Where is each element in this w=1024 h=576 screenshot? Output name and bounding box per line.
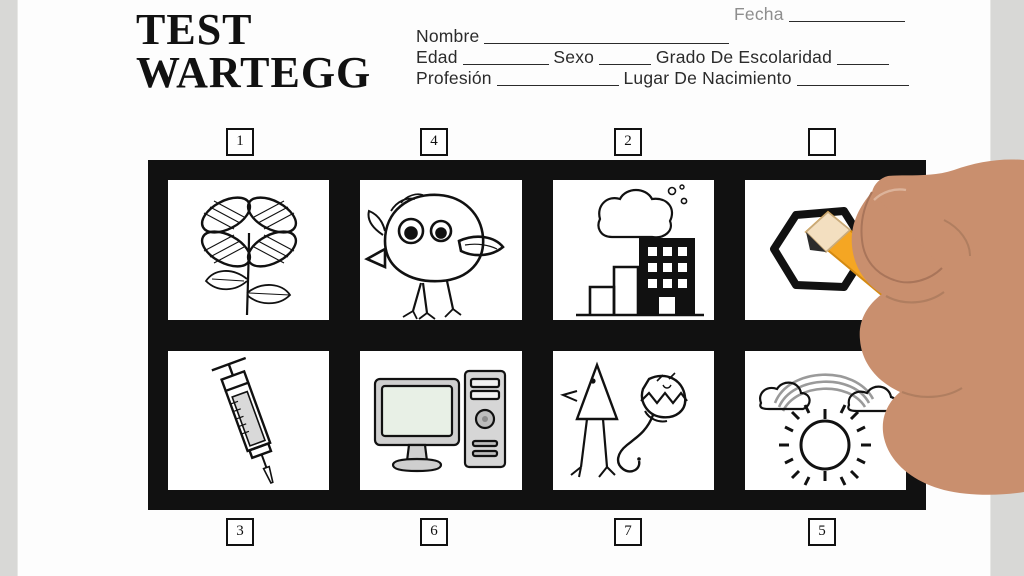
- drawing-bird-and-hatching-egg-worm: [553, 351, 714, 491]
- drawing-sun-with-rainbow-and-clouds: [745, 351, 906, 491]
- number-box-top-4[interactable]: [808, 128, 836, 156]
- number-row-top: [148, 128, 918, 154]
- grid-cell-1[interactable]: [157, 169, 340, 331]
- sexo-label: Sexo: [553, 47, 595, 67]
- number-box-top-2[interactable]: 4: [420, 128, 448, 156]
- number-box-bottom-4[interactable]: 5: [808, 518, 836, 546]
- form-row-1: [416, 26, 926, 47]
- grid-cell-6[interactable]: [349, 340, 532, 502]
- grid-cell-5[interactable]: [734, 340, 917, 502]
- lugar-input[interactable]: [797, 71, 909, 86]
- fecha-label: Fecha: [734, 4, 784, 24]
- grid-cell-2[interactable]: [542, 169, 725, 331]
- drawing-desktop-computer: [360, 351, 521, 491]
- wartegg-grid: [148, 160, 926, 510]
- drawing-syringe: [168, 351, 329, 491]
- page-title: [136, 5, 426, 98]
- fecha-input[interactable]: [789, 7, 905, 22]
- edad-label: Edad: [416, 47, 458, 67]
- sexo-input[interactable]: [599, 50, 651, 65]
- profesion-input[interactable]: [497, 71, 619, 86]
- form-row-2: [416, 47, 926, 68]
- worksheet-sheet: [18, 0, 990, 576]
- drawing-hexagon-being-drawn: [745, 180, 906, 320]
- number-box-top-3[interactable]: 2: [614, 128, 642, 156]
- title-line-1: TEST: [136, 5, 253, 54]
- grado-input[interactable]: [837, 50, 889, 65]
- edad-input[interactable]: [463, 50, 549, 65]
- grid-cell-3[interactable]: [157, 340, 340, 502]
- nombre-input[interactable]: [484, 29, 729, 44]
- grid-cell-7[interactable]: [542, 340, 725, 502]
- number-row-bottom: [148, 518, 918, 544]
- lugar-label: Lugar De Nacimiento: [623, 68, 792, 88]
- number-box-top-1[interactable]: 1: [226, 128, 254, 156]
- nombre-label: Nombre: [416, 26, 480, 46]
- drawing-city-buildings-with-cloud: [553, 180, 714, 320]
- drawing-cartoon-bird-head: [360, 180, 521, 320]
- grado-label: Grado De Escolaridad: [655, 47, 833, 67]
- number-box-bottom-1[interactable]: 3: [226, 518, 254, 546]
- drawing-four-leaf-clover-plant: [168, 180, 329, 320]
- grid-cell-4[interactable]: [349, 169, 532, 331]
- form-row-3: [416, 68, 926, 89]
- number-box-bottom-3[interactable]: 7: [614, 518, 642, 546]
- profesion-label: Profesión: [416, 68, 492, 88]
- title-line-2: WARTEGG: [136, 48, 372, 98]
- number-box-bottom-2[interactable]: 6: [420, 518, 448, 546]
- form-fields: [416, 4, 926, 89]
- grid-cell-blank[interactable]: [734, 169, 917, 331]
- field-fecha: [734, 4, 924, 25]
